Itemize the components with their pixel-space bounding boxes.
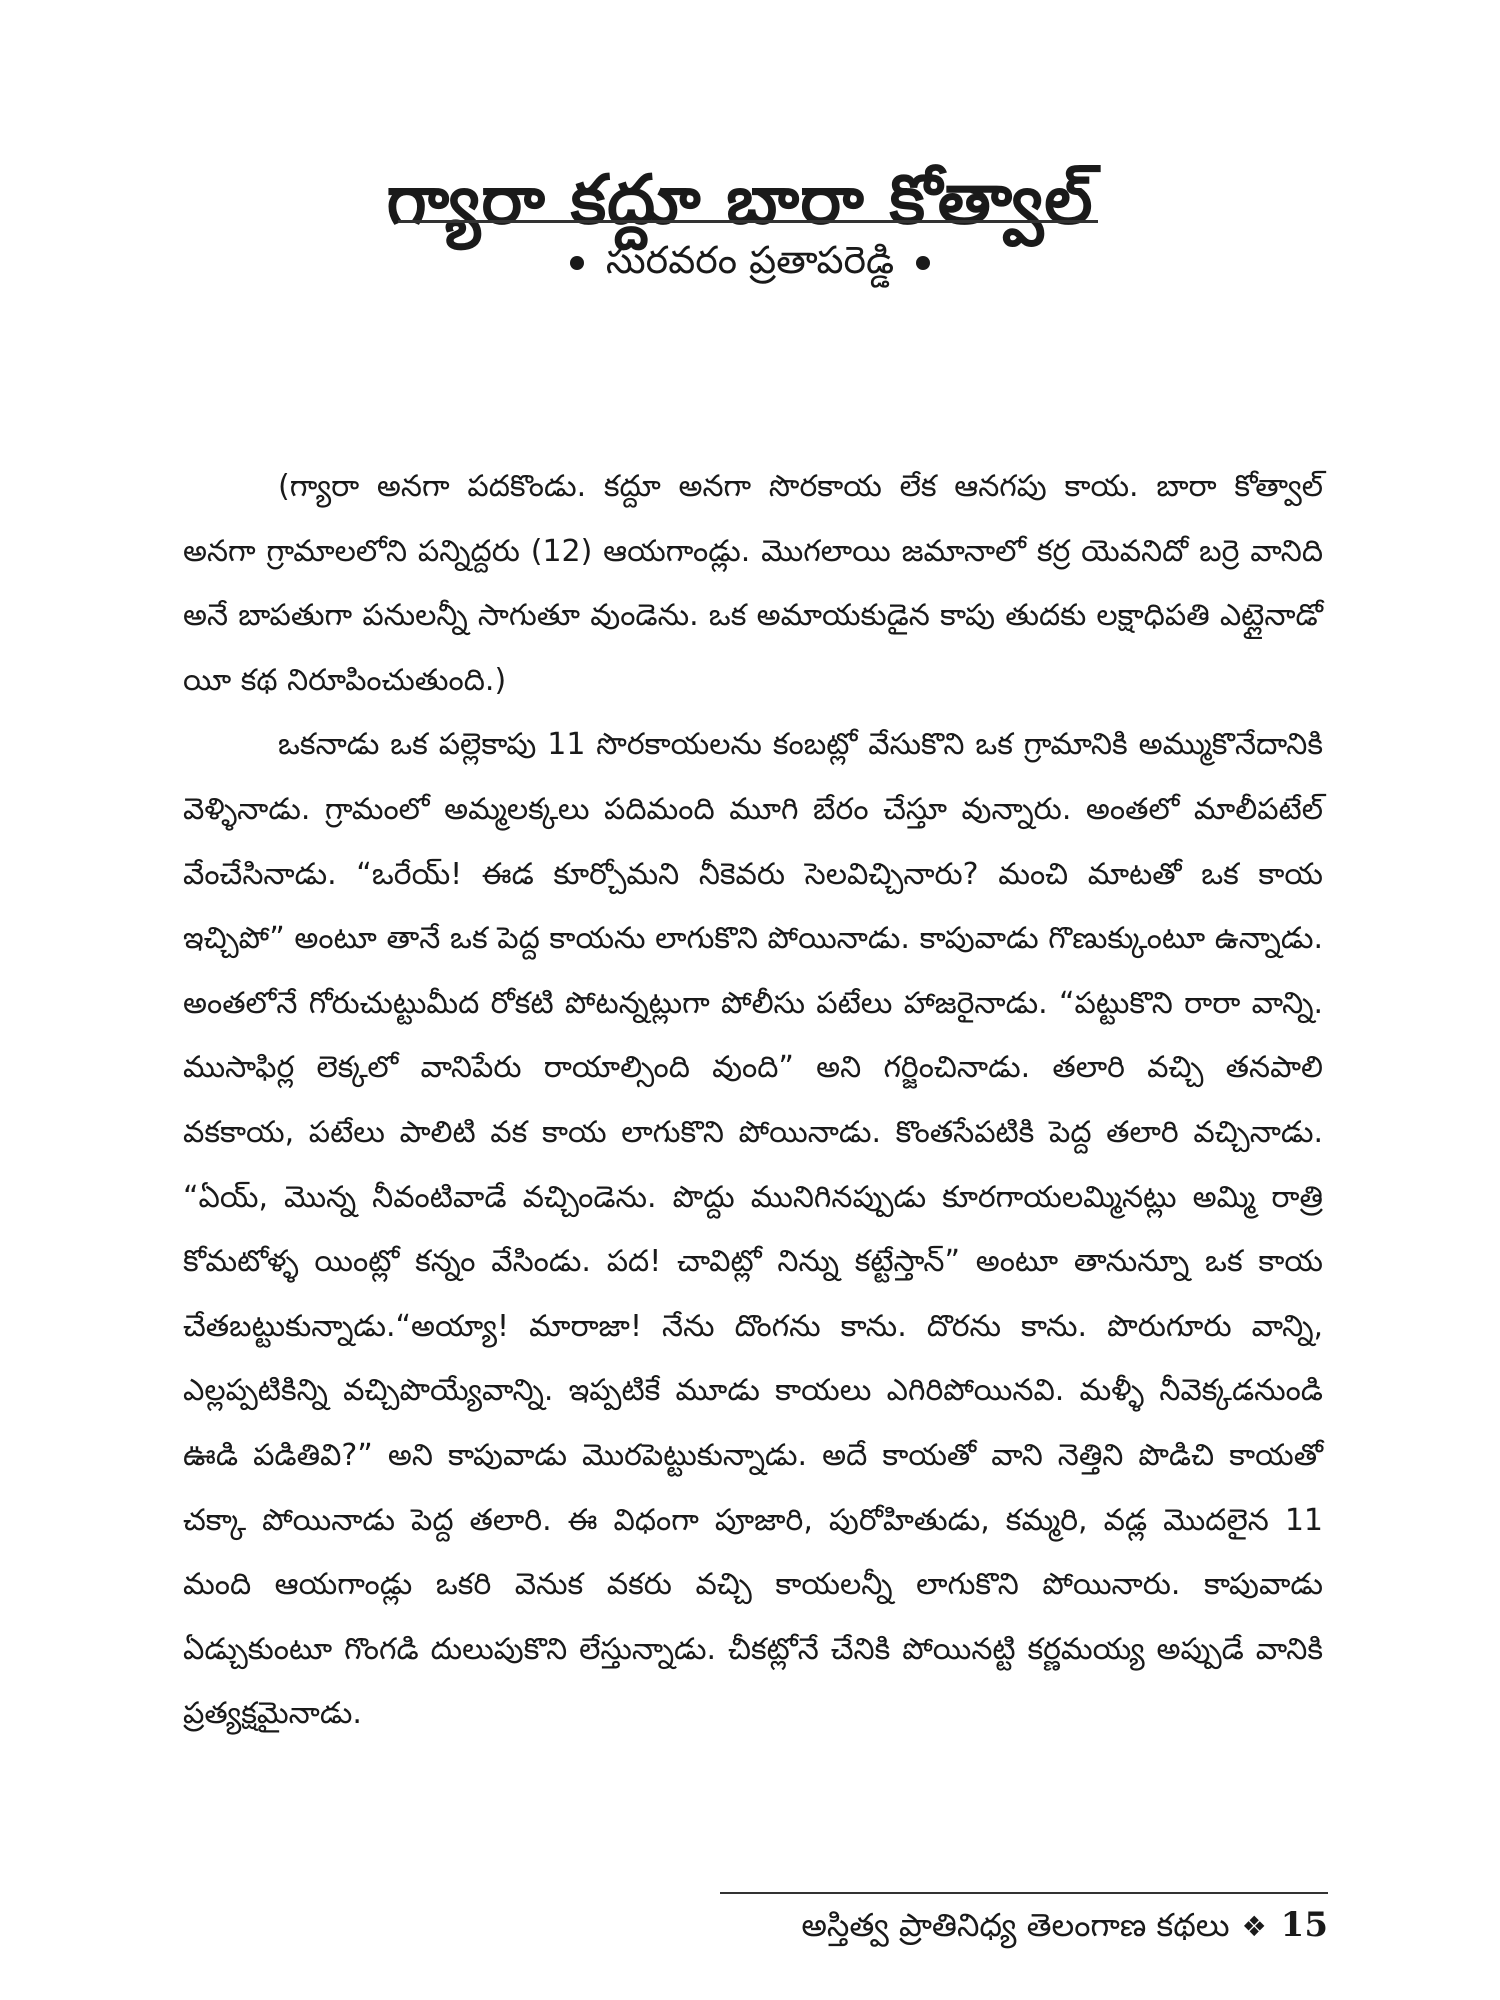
page-number: 15 (1280, 1905, 1328, 1945)
bullet-dot-right (916, 256, 930, 270)
story-title: గ్యారా కద్దూ బారా కోత్వాల్ (386, 160, 1094, 240)
page-footer (700, 1905, 1328, 1946)
book-title: అస్తిత్వ ప్రాతినిధ్య తెలంగాణ కథలు (801, 1906, 1230, 1944)
author-name: సురవరం ప్రతాపరెడ్డి (605, 238, 895, 282)
author-line (380, 238, 1120, 284)
bullet-dot-left (570, 256, 584, 270)
separator-diamond-icon: ❖ (1241, 1910, 1267, 1944)
title-underline (398, 220, 1098, 223)
story-body (183, 455, 1323, 1747)
story-paragraph: ఒకనాడు ఒక పల్లెకాపు 11 సొరకాయలను కంబట్లో వేసుకొని ఒక గ్రామానికి అమ్ముకొనేదానికి వెళ్ళినాడు. గ్రామంలో అమ్మలక్కలు పదిమంది మూగి బేరం చేస్తూ వున్నారు. అంతలో మాలీపటేల్ వేంచేసినాడు. “ఒరేయ్! ఈడ కూర్చోమని నీకెవరు సెలవిచ్చినారు? మంచి మాటతో ఒక కాయ ఇచ్చిపో” అంటూ తానే ఒక పెద్ద కాయను లాగుకొని పోయినాడు. కాపువాడు గొణుక్కుంటూ ఉన్నాడు. అంతలోనే గోరుచుట్టుమీద రోకటి పోటన్నట్లుగా పోలీసు పటేలు హాజరైనాడు. “పట్టుకొని రారా వాన్ని. ముసాఫిర్ల లెక్కలో వానిపేరు రాయాల్సింది వుంది” అని గర్జించినాడు. తలారి వచ్చి తనపాలి వకకాయ, పటేలు పాలిటి వక కాయ లాగుకొని పోయినాడు. కొంతసేపటికి పెద్ద తలారి వచ్చినాడు. “ఏయ్, మొన్న నీవంటివాడే వచ్చిండెను. పొద్దు మునిగినప్పుడు కూరగాయలమ్మినట్లు అమ్మి రాత్రి కోమటోళ్ళ యింట్లో కన్నం వేసిండు. పద! చావిట్లో నిన్ను కట్టేస్తాన్” అంటూ తానున్నూ ఒక కాయ చేతబట్టుకున్నాడు.“అయ్యా! మారాజా! నేను దొంగను కాను. దొరను కాను. పొరుగూరు వాన్ని, ఎల్లప్పటికిన్ని వచ్చిపొయ్యేవాన్ని. ఇప్పటికే మూడు కాయలు ఎగిరిపోయినవి. మళ్ళీ నీవెక్కడనుండి ఊడి పడితివి?” అని కాపువాడు మొరపెట్టుకున్నాడు. అదే కాయతో వాని నెత్తిని పొడిచి కాయతో చక్కా పోయినాడు పెద్ద తలారి. ఈ విధంగా పూజారి, పురోహితుడు, కమ్మరి, వడ్ల మొదలైన 11 మంది ఆయగాండ్లు ఒకరి వెనుక వకరు వచ్చి కాయలన్నీ లాగుకొని పోయినారు. కాపువాడు ఏడ్చుకుంటూ గొంగడి దులుపుకొని లేస్తున్నాడు. చీకట్లోనే చేనికి పోయినట్టి కర్ణమయ్య అప్పుడే వానికి ప్రత్యక్షమైనాడు. (183, 727, 1323, 1732)
footer-rule (720, 1892, 1328, 1894)
intro-paragraph: (గ్యారా అనగా పదకొండు. కద్దూ అనగా సొరకాయ లేక ఆనగపు కాయ. బారా కోత్వాల్ అనగా గ్రామాలలోని పన్నిద్దరు (12) ఆయగాండ్లు. మొగలాయి జమానాలో కర్ర యెవనిదో బర్రె వానిది అనే బాపతుగా పనులన్నీ సాగుతూ వుండెను. ఒక అమాయకుడైన కాపు తుదకు లక్షాధిపతి ఎట్లైనాడో యీ కథ నిరూపించుతుంది.) (183, 469, 1323, 698)
